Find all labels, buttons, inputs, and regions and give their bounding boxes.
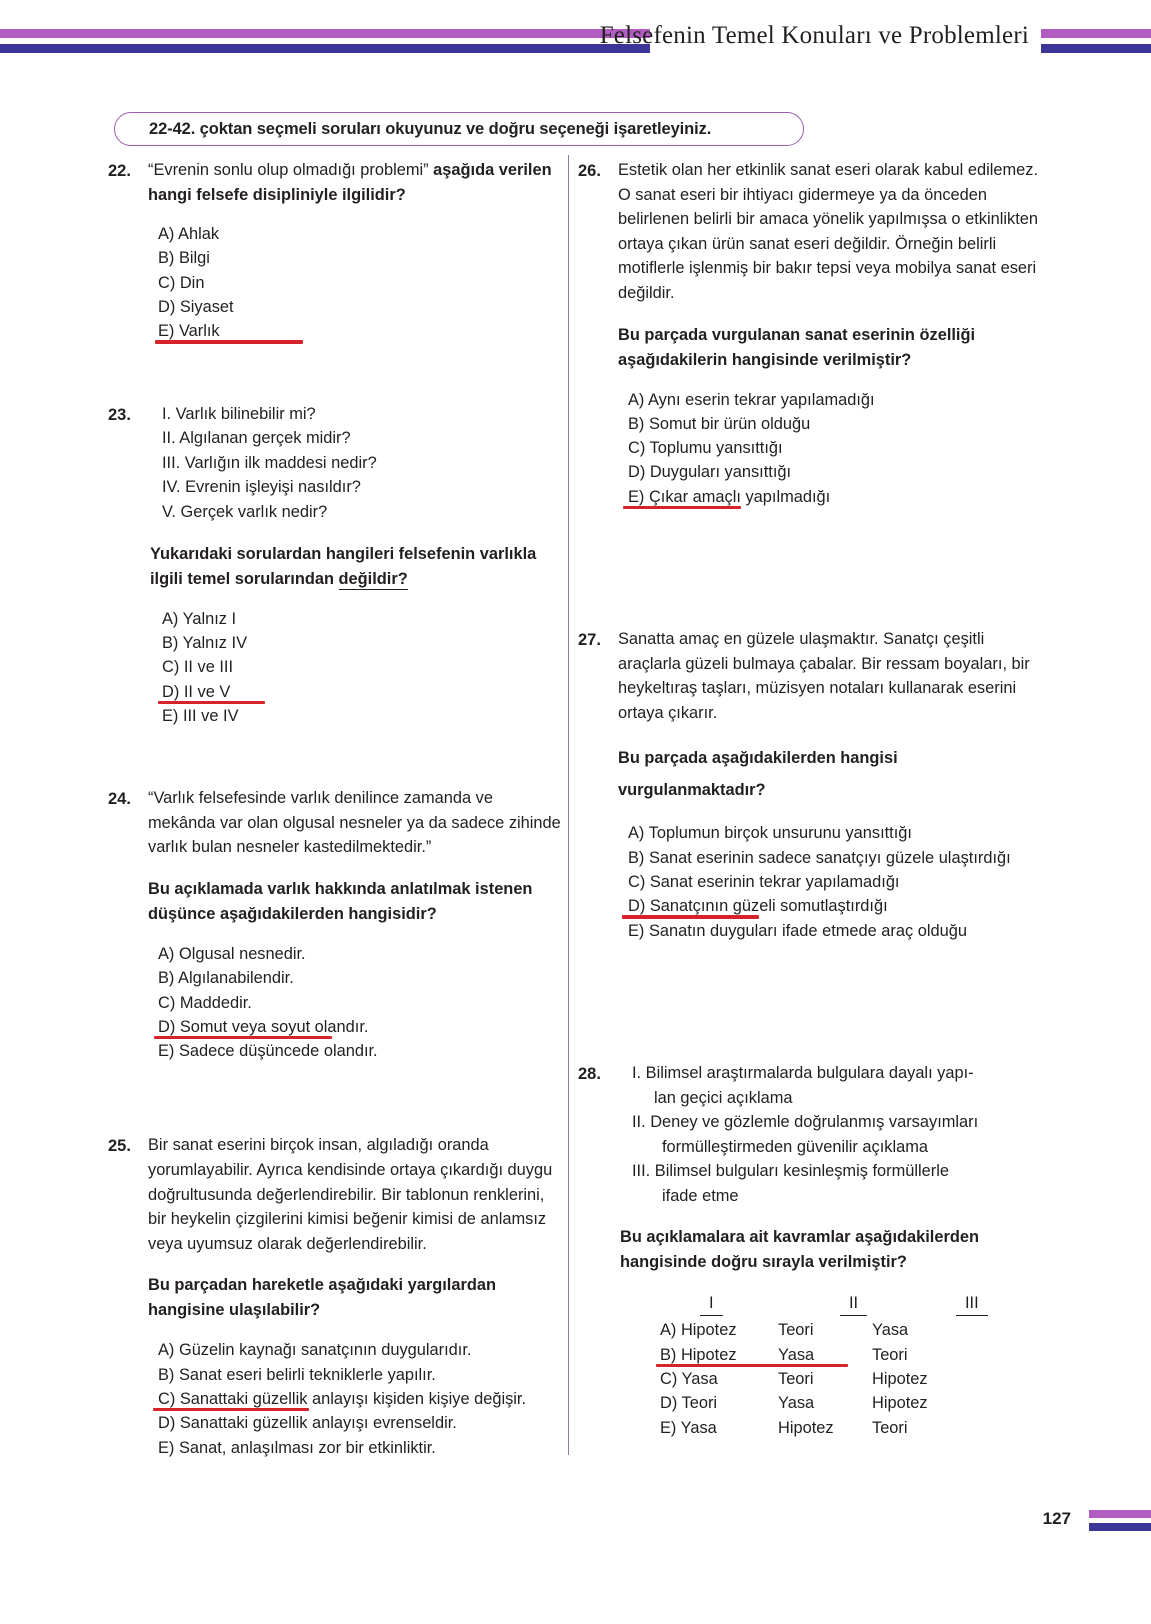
answer-cell: D) Teori: [660, 1394, 718, 1413]
footer-indigo-bar: [1089, 1523, 1151, 1531]
option-text: B) Sanat eserinin sadece sanatçıyı güzele ulaştırdığı: [628, 848, 1011, 867]
page-number: 127: [1042, 1509, 1071, 1528]
roman-item: II. Deney ve gözlemle doğrulanmış varsayımları: [632, 1113, 979, 1132]
right-column: [578, 158, 1038, 1440]
option-row[interactable]: [628, 846, 1038, 870]
option-text: B) Yalnız IV: [162, 633, 248, 652]
question-22-options: [148, 222, 563, 343]
roman-item-continuation: ifade etme: [662, 1186, 739, 1205]
option-text: C) II ve III: [162, 658, 234, 677]
question-27-number: 27.: [578, 631, 601, 650]
header-indigo-bar-right: [1041, 44, 1151, 53]
roman-item: I. Varlık bilinebilir mi?: [162, 404, 316, 423]
header-rule-left: [0, 29, 650, 53]
question-22-stem: [148, 158, 563, 207]
header-violet-bar-right: [1041, 29, 1151, 38]
option-row[interactable]: [158, 1338, 563, 1362]
option-text: A) Ahlak: [158, 225, 220, 244]
question-24-options: [148, 942, 563, 1063]
option-text: B) Somut bir ürün olduğu: [628, 414, 811, 433]
option-text: D) Sanattaki güzellik anlayışı evrenseldir.: [158, 1414, 457, 1433]
option-text: B) Sanat eseri belirli tekniklerle yapılır.: [158, 1365, 436, 1384]
column-divider: [568, 155, 569, 1455]
roman-item: V. Gerçek varlık nedir?: [162, 503, 328, 522]
option-text: E) Sadece düşüncede olandır.: [158, 1042, 378, 1061]
answer-cell: Teori: [872, 1345, 908, 1364]
option-row[interactable]: [158, 1436, 563, 1460]
question-25: [108, 1133, 563, 1459]
spacer: [578, 943, 1038, 1061]
question-25-stem: Bir sanat eserini birçok insan, algıladığı oranda yorumlayabilir. Ayrıca kendisinde ortaya çıkardığı duygu doğrultusunda değerlendirebilir. Bir tablonun renklerini, bir heykelin çizgilerini kimisi beğenir kimisi de anlamsız veya uyumsuz olarak değerlendirebilir.: [148, 1136, 553, 1253]
question-24-stem: “Varlık felsefesinde varlık denilince zamanda ve mekânda var olan olgusal nesneler ya da sadece zihinde varlık bulan nesneler kastedilmektedir.”: [148, 789, 561, 857]
option-row[interactable]: [628, 460, 1038, 484]
question-23-options: [162, 607, 563, 728]
spacer: [108, 728, 563, 786]
question-22: [108, 158, 563, 344]
option-text: B) Bilgi: [158, 249, 210, 268]
option-row[interactable]: [162, 655, 563, 679]
answer-cell: Yasa: [778, 1345, 815, 1364]
option-text: A) Olgusal nesnedir.: [158, 944, 306, 963]
option-row[interactable]: [158, 966, 563, 990]
spacer: [108, 1063, 563, 1133]
question-26-number: 26.: [578, 162, 601, 180]
option-row[interactable]: [628, 821, 1038, 845]
option-text: E) Çıkar amaçlı yapılmadığı: [628, 487, 831, 506]
roman-item: III. Varlığın ilk maddesi nedir?: [162, 453, 377, 472]
question-25-number: 25.: [108, 1137, 131, 1156]
question-28-number: 28.: [578, 1064, 601, 1083]
option-row[interactable]: [158, 1015, 563, 1039]
option-row[interactable]: [162, 704, 563, 728]
option-row[interactable]: [628, 485, 1038, 509]
question-22-number: 22.: [108, 162, 131, 180]
question-28-roman-items: [632, 1061, 1066, 1209]
question-24: [108, 786, 563, 1063]
answer-cell: Teori: [778, 1370, 814, 1389]
answer-underline-mark: [155, 340, 303, 343]
spacer: [108, 344, 563, 402]
question-26: [578, 158, 1038, 509]
question-22-stem-plain: “Evrenin sonlu olup olmadığı problemi”: [148, 161, 434, 179]
option-text: A) Güzelin kaynağı sanatçının duygularıdır.: [158, 1341, 472, 1360]
question-22-stem-bold: aşağıda verilen hangi felsefe disipliniyle ilgilidir?: [148, 161, 552, 204]
option-text: E) Sanatın duyguları ifade etmede araç olduğu: [628, 921, 967, 940]
option-row[interactable]: [162, 680, 563, 704]
option-row[interactable]: [158, 319, 563, 343]
option-text: A) Yalnız I: [162, 609, 237, 628]
left-column: [108, 158, 563, 1460]
option-row[interactable]: [158, 1387, 563, 1411]
question-23-prompt: [150, 542, 563, 592]
answer-cell: Hipotez: [778, 1418, 834, 1437]
table-row[interactable]: [660, 1416, 1066, 1440]
header-rule-right: [1041, 29, 1151, 53]
question-26-stem: Estetik olan her etkinlik sanat eseri olarak kabul edilemez. O sanat eseri bir ihtiyacı gidermeye ya da önceden belirlenen belirli bir amaca yönelik yapılmışsa o etkinlikten ortaya çıkan ürün sanat eseri değildir. Örneğin belirli motiflerle işlenmiş bir bakır tepsi veya mobilya sanat eseri değildir.: [618, 161, 1038, 302]
answer-table-header-cell: [660, 1291, 818, 1316]
option-row[interactable]: [628, 412, 1038, 436]
answer-cell: A) Hipotez: [660, 1321, 737, 1340]
option-text: C) Sanat eserinin tekrar yapılamadığı: [628, 873, 900, 892]
answer-cell: Yasa: [872, 1321, 909, 1340]
answer-cell: Teori: [872, 1418, 908, 1437]
roman-item: III. Bilimsel bulguları kesinleşmiş formüllerle: [632, 1162, 949, 1181]
running-head-title: Felsefenin Temel Konuları ve Problemleri: [599, 22, 1029, 49]
answer-cell: B) Hipotez: [660, 1345, 737, 1364]
option-row[interactable]: [158, 295, 563, 319]
option-row[interactable]: [162, 631, 563, 655]
option-row[interactable]: [158, 1039, 563, 1063]
answer-table-header-label: I: [700, 1294, 723, 1316]
option-text: D) Sanatçının güzeli somutlaştırdığı: [628, 897, 888, 916]
option-text: D) II ve V: [162, 682, 231, 701]
option-row[interactable]: [628, 388, 1038, 412]
question-27-options: [618, 821, 1038, 942]
roman-item-continuation: formülleştirmeden güvenilir açıklama: [662, 1137, 928, 1156]
question-24-number: 24.: [108, 790, 131, 809]
option-row[interactable]: [158, 942, 563, 966]
question-25-prompt: Bu parçadan hareketle aşağıdaki yargılardan hangisine ulaşılabilir?: [148, 1276, 496, 1320]
option-text: B) Algılanabilendir.: [158, 969, 294, 988]
option-row[interactable]: [158, 1363, 563, 1387]
roman-item: IV. Evrenin işleyişi nasıldır?: [162, 478, 361, 497]
question-26-prompt: Bu parçada vurgulanan sanat eserinin özelliği aşağıdakilerin hangisinde verilmiştir?: [618, 325, 976, 369]
answer-cell: Hipotez: [872, 1394, 928, 1413]
question-23-roman-items: [162, 402, 563, 525]
option-text: E) Varlık: [158, 322, 220, 341]
option-row[interactable]: [158, 271, 563, 295]
answer-underline-mark: [623, 506, 741, 509]
question-23: [108, 402, 563, 728]
option-row[interactable]: [628, 870, 1038, 894]
roman-item: I. Bilimsel araştırmalarda bulgulara dayalı yapı-: [632, 1063, 974, 1082]
footer-violet-bar: [1089, 1510, 1151, 1518]
table-row[interactable]: [660, 1367, 1066, 1391]
option-text: C) Toplumu yansıttığı: [628, 439, 783, 458]
question-28-answer-table: [632, 1291, 1066, 1439]
option-text: C) Din: [158, 273, 205, 292]
option-row[interactable]: [162, 607, 563, 631]
question-26-options: [618, 388, 1038, 509]
option-row[interactable]: [158, 246, 563, 270]
answer-cell: Hipotez: [872, 1370, 928, 1389]
page-header: [0, 0, 1151, 70]
answer-cell: Teori: [778, 1321, 814, 1340]
question-28-prompt: Bu açıklamalara ait kavramlar aşağıdakilerden hangisinde doğru sırayla verilmiştir?: [620, 1228, 979, 1272]
table-row[interactable]: [660, 1391, 1066, 1415]
table-row[interactable]: [660, 1343, 1066, 1367]
option-text: A) Toplumun birçok unsurunu yansıttığı: [628, 824, 912, 843]
option-row[interactable]: [158, 991, 563, 1015]
answer-table-header-row: [660, 1291, 1066, 1316]
option-text: D) Siyaset: [158, 298, 234, 317]
option-text: D) Duyguları yansıttığı: [628, 463, 792, 482]
question-23-number: 23.: [108, 405, 131, 424]
answer-table-header-label: II: [840, 1294, 867, 1316]
instruction-text: 22-42. çoktan seçmeli soruları okuyunuz ve doğru seçeneği işaretleyiniz.: [149, 119, 712, 138]
answer-cell: C) Yasa: [660, 1370, 718, 1389]
answer-table-header-cell: [934, 1291, 1066, 1316]
option-text: C) Sanattaki güzellik anlayışı kişiden kişiye değişir.: [158, 1389, 527, 1408]
roman-item: II. Algılanan gerçek midir?: [162, 429, 351, 448]
option-text: D) Somut veya soyut olandır.: [158, 1017, 369, 1036]
option-row[interactable]: [628, 919, 1038, 943]
answer-cell: Yasa: [778, 1394, 815, 1413]
question-23-prompt-text: Yukarıdaki sorulardan hangileri felsefenin varlıkla ilgili temel sorularından: [150, 544, 537, 588]
question-25-options: [148, 1338, 563, 1459]
option-text: A) Aynı eserin tekrar yapılamadığı: [628, 390, 875, 409]
answer-table-header-label: III: [956, 1294, 988, 1316]
option-row[interactable]: [158, 1411, 563, 1435]
option-text: E) III ve IV: [162, 706, 239, 725]
question-27-stem: Sanatta amaç en güzele ulaşmaktır. Sanatçı çeşitli araçlarla güzeli bulmaya çabalar. Bir ressam boyaları, bir heykeltıraş taşları, müzisyen notaları kullanarak eserini ortaya çıkarır.: [618, 630, 1030, 722]
question-24-prompt: Bu açıklamada varlık hakkında anlatılmak istenen düşünce aşağıdakilerden hangisidir?: [148, 879, 533, 923]
option-text: C) Maddedir.: [158, 993, 252, 1012]
answer-cell: E) Yasa: [660, 1418, 717, 1437]
question-27: [578, 627, 1038, 943]
answer-table-header-cell: [818, 1291, 934, 1316]
question-28: [578, 1061, 1038, 1440]
question-27-prompt: Bu parçada aşağıdakilerden hangisi vurgulanmaktadır?: [618, 749, 898, 800]
table-row[interactable]: [660, 1318, 1066, 1342]
footer-rule: [1089, 1510, 1151, 1531]
option-row[interactable]: [628, 894, 1038, 918]
header-violet-bar-left: [0, 29, 650, 38]
option-text: E) Sanat, anlaşılması zor bir etkinliktir.: [158, 1438, 436, 1457]
roman-item-continuation: lan geçici açıklama: [654, 1088, 793, 1107]
instruction-banner: [114, 112, 804, 146]
question-23-prompt-emphasis: değildir?: [338, 569, 408, 588]
option-row[interactable]: [158, 222, 563, 246]
option-row[interactable]: [628, 436, 1038, 460]
header-indigo-bar-left: [0, 44, 650, 53]
spacer: [578, 509, 1038, 627]
